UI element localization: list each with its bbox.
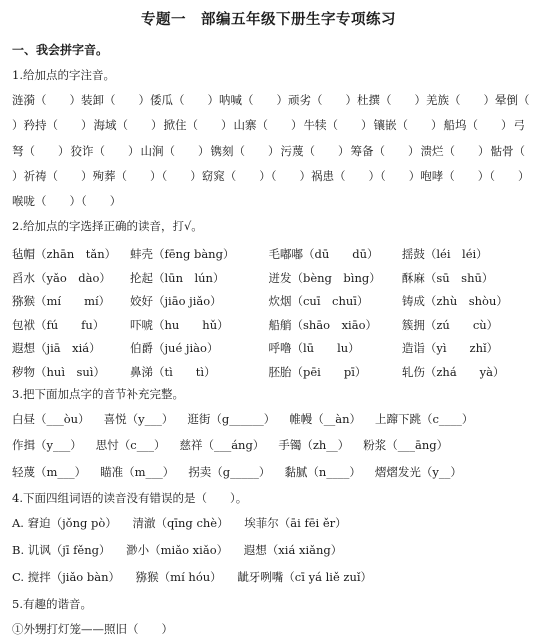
q1-item: 骷骨（ (490, 143, 525, 158)
q4-term: 渺小（miǎo xiǎo） (126, 542, 229, 557)
q2-item: 秽物（huì suì） (12, 364, 105, 379)
q1-item: 杜撰（ ） (357, 93, 426, 107)
q3-item: 白昼（___òu） (12, 411, 90, 426)
q2-item: 揺鼓（léi léi） (401, 247, 488, 262)
section-heading-1: 一、我会拼字音。 (12, 43, 109, 57)
q1-item: 船坞（ ） (443, 118, 513, 133)
q4-term: 遐想（xiá xiǎng） (243, 542, 343, 557)
q2-item: 吓唬（hu hǔ） (129, 317, 229, 332)
q2-choice-grid (12, 243, 525, 383)
q1-item: 殉葬（ ）（ ） (92, 168, 202, 183)
q3-item: 熠熠发光（y__） (374, 464, 462, 479)
q4-term: A. 窘迫（jǒng pò） (12, 515, 117, 530)
question-3-prompt: 3.把下面加点字的音节补充完整。 (12, 386, 184, 401)
q1-item: 晕倒（ (495, 93, 530, 107)
q3-item: 拐卖（g_____） (188, 464, 271, 479)
q5-riddle: ①外甥打灯笼——照旧（ ） (12, 621, 173, 636)
q1-item: 顽劣（ ） (288, 93, 357, 107)
q1-item: 山寨（ ） (233, 118, 303, 133)
question-2-prompt: 2.给加点的字选择正确的读音，打√。 (12, 219, 203, 234)
q4-term: 埃菲尔（āi fēi ěr） (244, 515, 347, 530)
q3-line-1 (12, 411, 525, 427)
q1-item: 牛犊（ ） (303, 118, 373, 133)
question-1-prompt: 1.给加点的字注音。 (12, 68, 115, 82)
q1-item: 倭瓜（ ） (150, 93, 219, 107)
q1-item: 羌族（ ） (426, 93, 495, 107)
q1-item: 涟漪（ ） (12, 93, 81, 107)
page-title: 专题一 部编五年级下册生字专项练习 (141, 11, 396, 28)
q3-line-3 (12, 464, 525, 480)
q1-line-5 (12, 193, 525, 209)
question-4-prompt: 4.下面四组词语的读音没有错误的是（ ）。 (12, 490, 248, 505)
q1-line-3 (12, 143, 525, 159)
q3-item: 慈祥（___áng） (179, 438, 265, 453)
q1-item: 溃烂（ ） (420, 143, 490, 158)
q2-item: 鼻涕（tì tì） (129, 364, 216, 379)
q2-item: 造诣（yì zhǐ） (401, 341, 499, 356)
q3-item: 黏腻（n____） (284, 464, 361, 479)
q1-item: 祸患（ ）（ ） (311, 168, 421, 183)
q1-item: 筹备（ ） (350, 143, 420, 158)
q1-item: 镌刻（ ） (210, 143, 280, 158)
q2-item: 酥麻（sū shū） (401, 270, 494, 285)
q4-option-a (12, 515, 525, 531)
q1-line-2 (12, 117, 525, 133)
q2-item: 蚌壳（fēng bàng） (129, 247, 235, 262)
q3-item: 瞄准（m___） (100, 464, 175, 479)
q1-line-4 (12, 168, 530, 184)
q1-item: 污蔑（ ） (280, 143, 350, 158)
q1-item: 海域（ ） (93, 118, 163, 133)
q1-item: 呐喊（ ） (219, 93, 288, 107)
q2-item: 猕猴（mí mí） (12, 294, 111, 309)
q2-item: 簇拥（zú cù） (401, 317, 499, 332)
q1-item: 装卸（ ） (81, 93, 150, 107)
q2-item: 铸成（zhù shòu） (401, 294, 508, 309)
q4-term: 猕猴（mí hóu） (135, 569, 222, 584)
q1-item: 咆哮（ ）（ ） (420, 168, 530, 183)
q2-item: 呼噜（lū lu） (268, 341, 360, 356)
q1-item: 镶嵌（ ） (373, 118, 443, 133)
q2-item: 抡起（lūn lún） (129, 270, 225, 285)
q2-item: 舀水（yǎo dào） (12, 270, 111, 285)
q1-line-1 (12, 92, 530, 108)
question-5-prompt: 5.有趣的谐音。 (12, 596, 92, 611)
q2-item: 遐想（jiā xiá） (12, 341, 101, 356)
q1-item: 弓 (513, 118, 525, 133)
q3-item: 手镯（zh__） (278, 438, 350, 453)
q4-option-b (12, 542, 525, 558)
q4-term: 龇牙咧嘴（cī yá liě zuǐ） (237, 569, 373, 584)
q2-item: 毡帽（zhān tǎn） (12, 247, 117, 262)
q1-item: 掀住（ ） (163, 118, 233, 133)
q2-item: 胚胎（pēi pī） (268, 364, 367, 379)
q4-term: C. 搅拌（jiǎo bàn） (12, 569, 121, 584)
q1-item: 窈窕（ ）（ ） (201, 168, 311, 183)
q2-item: 包袱（fú fu） (12, 317, 105, 332)
q1-item: 山涧（ ） (140, 143, 210, 158)
q1-item: ）祈祷（ ） (12, 168, 93, 183)
q2-item: 姣好（jiāo jiǎo） (129, 294, 222, 309)
q1-item: 狡诈（ ） (70, 143, 140, 158)
q1-item: 弩（ ） (12, 143, 70, 158)
q3-item: 喜悦（y___） (103, 411, 174, 426)
q3-item: 帷幔（__àn） (289, 411, 361, 426)
q2-item: 迸发（bèng bìng） (268, 270, 381, 285)
q2-item: 毛嘟嘟（dū dū） (268, 247, 379, 262)
q4-term: 清澈（qīng chè） (132, 515, 229, 530)
q4-term: B. 讥讽（jī fěng） (12, 542, 111, 557)
q3-item: 作揖（y___） (12, 438, 82, 453)
q4-option-c (12, 569, 525, 585)
q3-item: 思忖（c___） (95, 438, 166, 453)
q1-item: 喉咙（ ）（ ） (12, 194, 122, 209)
q2-item: 船艄（shāo xiāo） (268, 317, 378, 332)
q3-item: 轻蔑（m___） (12, 464, 87, 479)
q2-item: 炊烟（cuī chuī） (268, 294, 369, 309)
q2-item: 伯爵（jué jiào） (129, 341, 219, 356)
q3-line-2 (12, 437, 525, 453)
q3-item: 粉浆（___āng） (363, 438, 449, 453)
q3-item: 上蹿下跳（c____） (374, 411, 474, 426)
q3-item: 逛街（g______） (187, 411, 276, 426)
q1-item: ）矜持（ ） (12, 118, 93, 133)
q2-item: 轧伤（zhá yà） (401, 364, 505, 379)
